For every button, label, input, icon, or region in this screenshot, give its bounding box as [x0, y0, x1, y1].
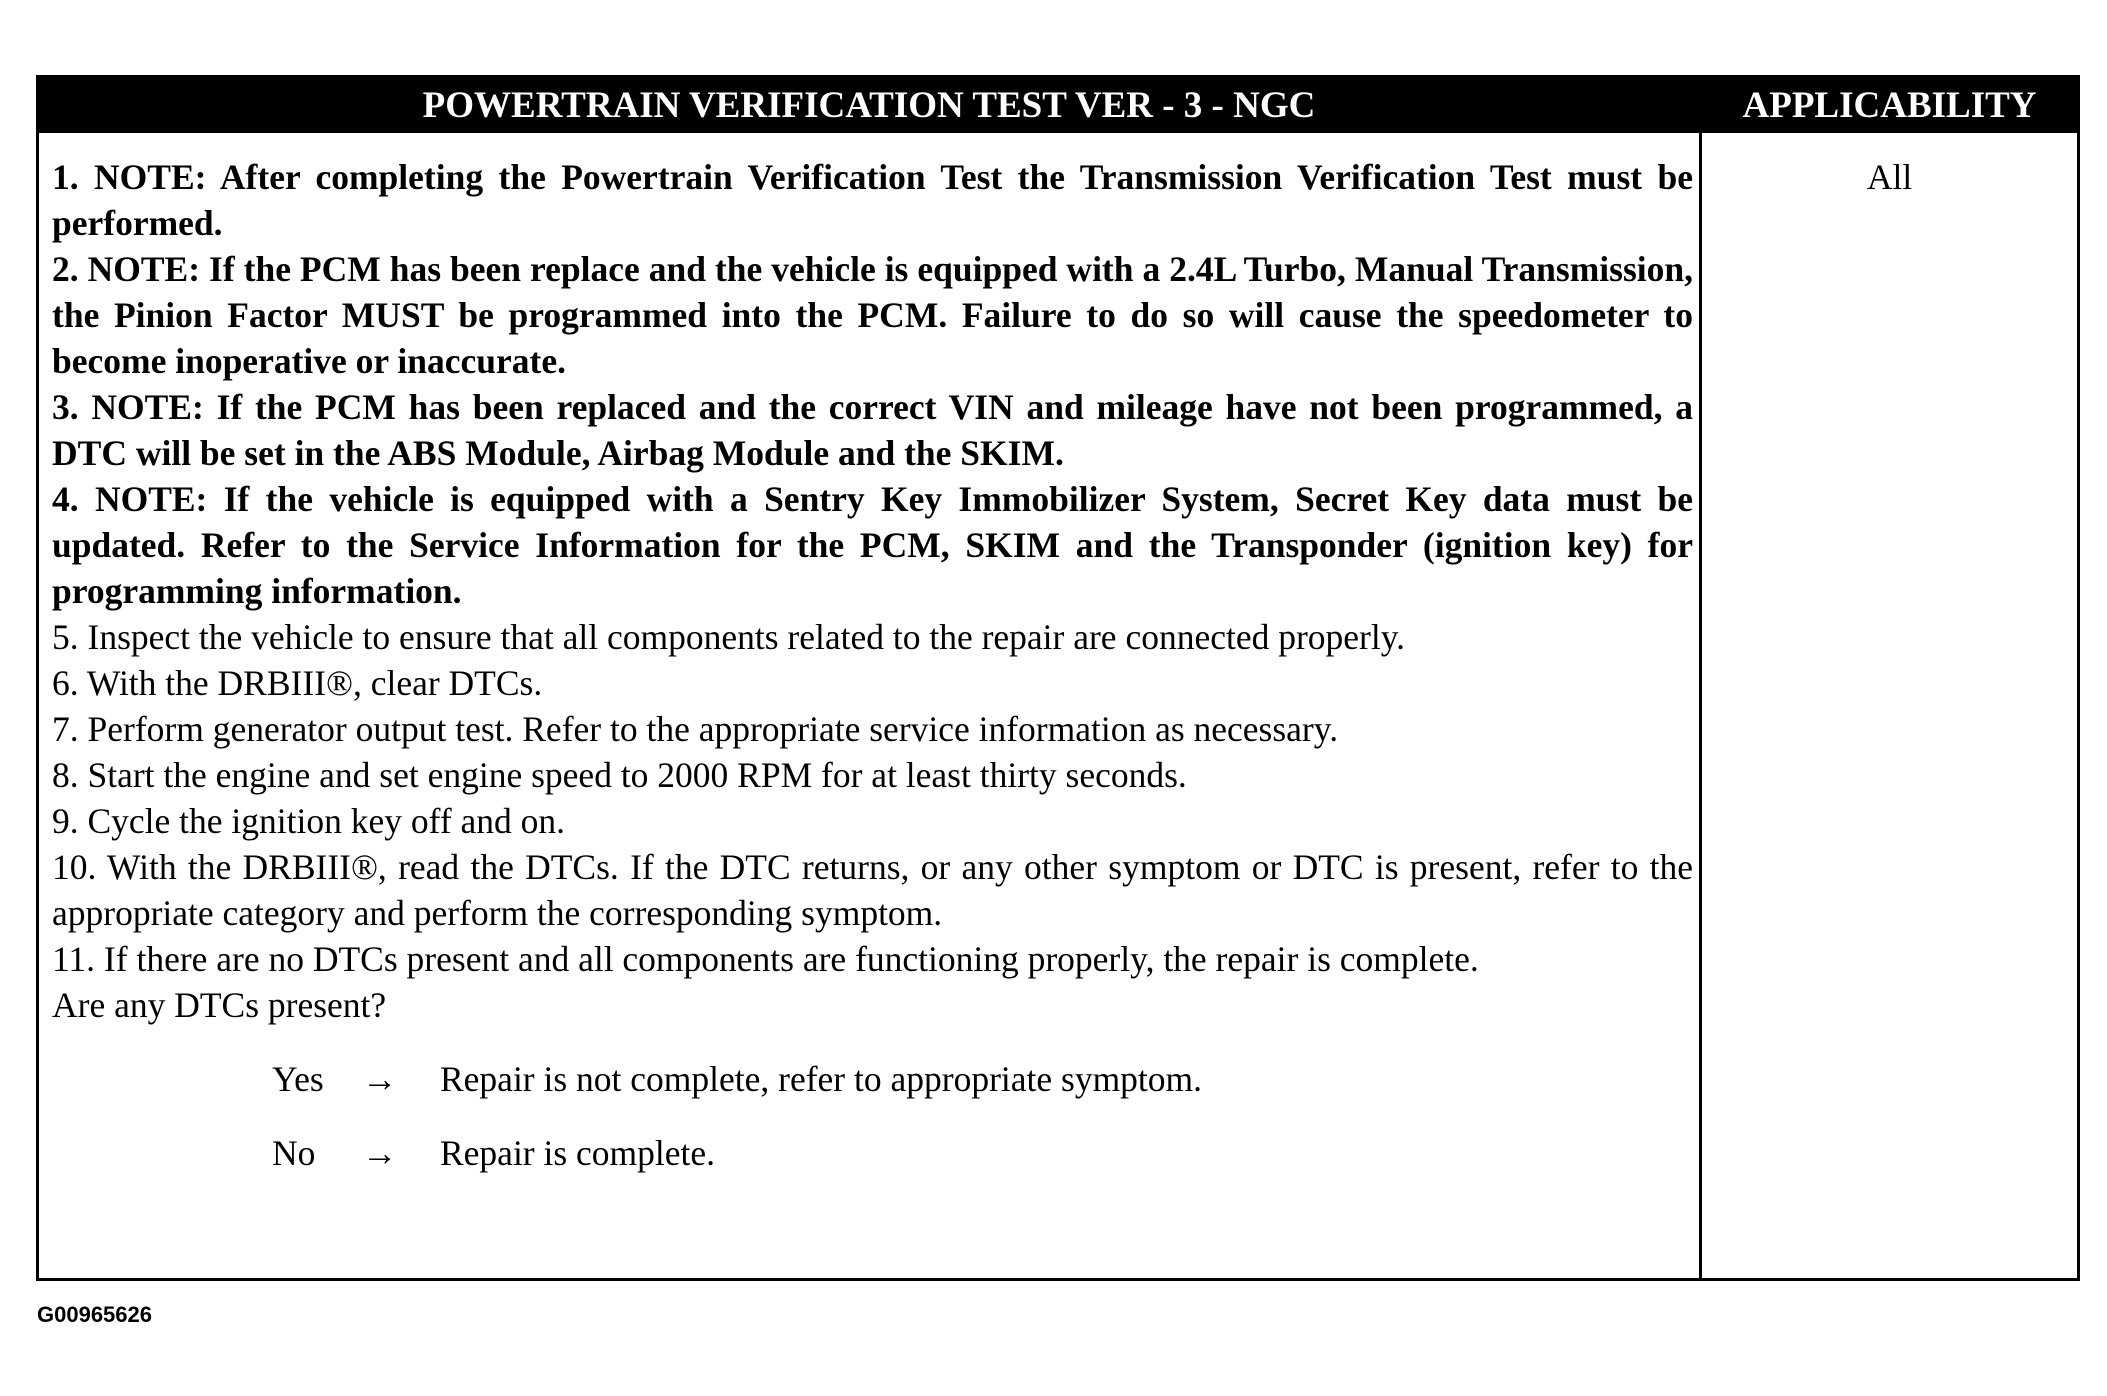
answers-list: [272, 1056, 1693, 1176]
applicability-column: [1702, 154, 2077, 200]
steps-list: [52, 154, 1693, 982]
right-arrow-icon: →: [362, 1059, 398, 1099]
answer-yes-row: [272, 1056, 1693, 1102]
table-header: [39, 78, 2077, 133]
table-title: POWERTRAIN VERIFICATION TEST VER - 3 - NGC: [422, 85, 1316, 126]
procedure-step: 8. Start the engine and set engine speed to 2000 RPM for at least thirty seconds.: [52, 755, 1187, 795]
procedure-step: 9. Cycle the ignition key off and on.: [52, 801, 566, 841]
answer-yes-label: Yes: [272, 1059, 324, 1099]
applicability-value: All: [1866, 157, 1913, 197]
answer-no-row: [272, 1130, 1693, 1176]
procedure-column: [52, 154, 1693, 1176]
answer-no-label: No: [272, 1133, 316, 1173]
figure-id: G00965626: [37, 1302, 152, 1327]
applicability-header: APPLICABILITY: [1742, 85, 2037, 126]
right-arrow-icon: →: [362, 1133, 398, 1173]
answer-yes-result: Repair is not complete, refer to appropriate symptom.: [440, 1059, 1203, 1099]
procedure-step: 5. Inspect the vehicle to ensure that all components related to the repair are connected properly.: [52, 617, 1406, 657]
column-divider: [1699, 133, 1702, 1281]
verification-test-table: [36, 75, 2080, 1281]
procedure-step: 2. NOTE: If the PCM has been replace and the vehicle is equipped with a 2.4L Turbo, Manual Transmission, the Pinion Factor MUST be programmed into the PCM. Failure to do so will cause the speedometer to become inoperative or inaccurate.: [52, 249, 1693, 381]
procedure-step: 1. NOTE: After completing the Powertrain Verification Test the Transmission Verification Test must be performed.: [52, 157, 1693, 243]
question-text: Are any DTCs present?: [52, 985, 387, 1025]
answer-no-result: Repair is complete.: [440, 1133, 716, 1173]
procedure-step: 10. With the DRBIII®, read the DTCs. If the DTC returns, or any other symptom or DTC is present, refer to the appropriate category and perform the corresponding symptom.: [52, 847, 1693, 933]
procedure-step: 6. With the DRBIII®, clear DTCs.: [52, 663, 543, 703]
procedure-step: 7. Perform generator output test. Refer to the appropriate service information as necessary.: [52, 709, 1339, 749]
procedure-step: 11. If there are no DTCs present and all components are functioning properly, the repair is complete.: [52, 939, 1479, 979]
procedure-step: 3. NOTE: If the PCM has been replaced and the correct VIN and mileage have not been programmed, a DTC will be set in the ABS Module, Airbag Module and the SKIM.: [52, 387, 1693, 473]
procedure-step: 4. NOTE: If the vehicle is equipped with a Sentry Key Immobilizer System, Secret Key data must be updated. Refer to the Service Information for the PCM, SKIM and the Transponder (ignition key) for programming information.: [52, 479, 1693, 611]
